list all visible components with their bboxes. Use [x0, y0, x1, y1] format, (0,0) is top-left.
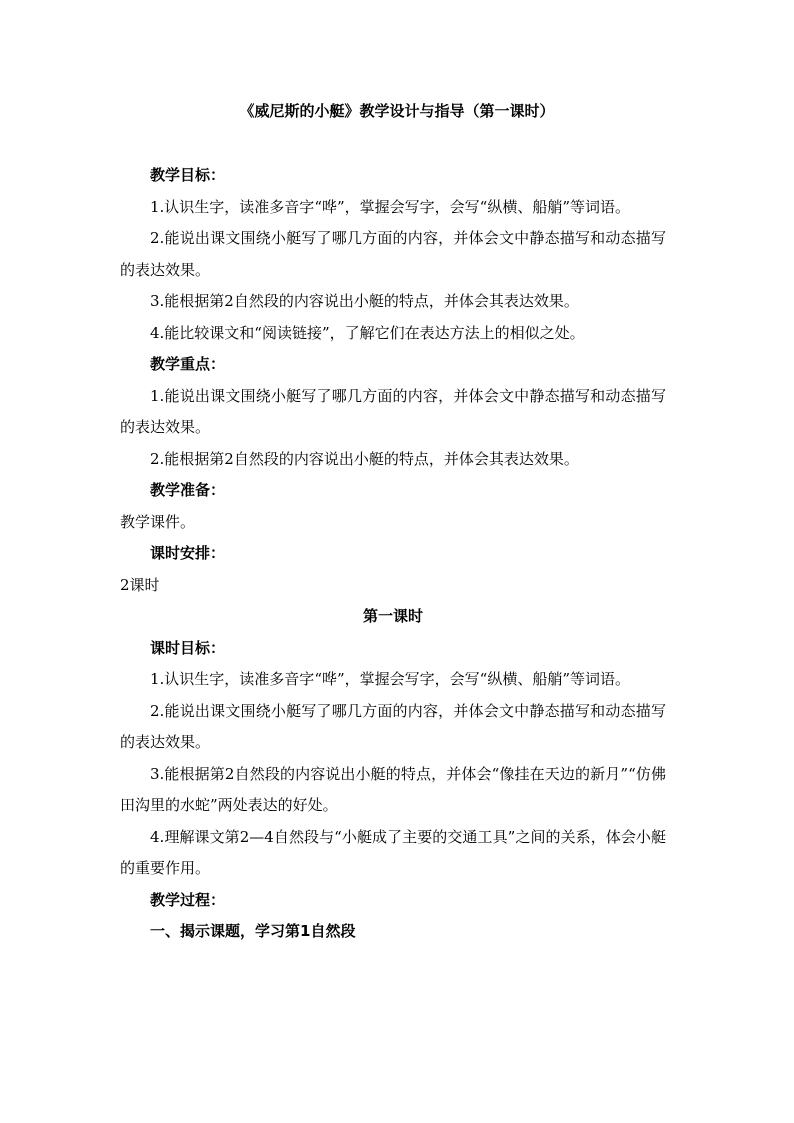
- goal-item-3: 3.能根据第2自然段的内容说出小艇的特点，并体会其表达效果。: [150, 292, 579, 310]
- document-title: 《威尼斯的小艇》教学设计与指导（第一课时）: [239, 102, 555, 120]
- prep-heading: 教学准备：: [150, 481, 226, 499]
- goals-heading: 教学目标：: [150, 166, 226, 184]
- lesson-goal-3: 3.能根据第2自然段的内容说出小艇的特点，并体会“像挂在天边的新月”“仿佛田沟里的水蛇”两处表达的好处。: [120, 764, 666, 814]
- prep-text: 教学课件。: [120, 512, 196, 531]
- step-1-heading: 一、揭示课题，学习第1自然段: [150, 922, 356, 940]
- key-point-1: 1.能说出课文围绕小艇写了哪几方面的内容，并体会文中静态描写和动态描写的表达效果。: [120, 386, 666, 436]
- schedule-text: 2课时: [120, 575, 160, 594]
- goal-item-4: 4.能比较课文和“阅读链接”，了解它们在表达方法上的相似之处。: [150, 323, 585, 342]
- key-points-heading: 教学重点：: [150, 355, 226, 373]
- goal-item-2: 2.能说出课文围绕小艇写了哪几方面的内容，并体会文中静态描写和动态描写的表达效果。: [120, 229, 666, 279]
- key-point-2: 2.能根据第2自然段的内容说出小艇的特点，并体会其表达效果。: [150, 449, 579, 468]
- process-heading: 教学过程：: [150, 890, 226, 909]
- lesson-goal-4: 4.理解课文第2—4自然段与“小艇成了主要的交通工具”之间的关系，体会小艇的重要作用。: [120, 827, 666, 877]
- goal-item-1: 1.认识生字，读准多音字“哗”，掌握会写字，会写“纵横、船艄”等词语。: [150, 197, 630, 216]
- schedule-heading: 课时安排：: [150, 544, 226, 562]
- lesson-goal-1: 1.认识生字，读准多音字“哗”，掌握会写字，会写“纵横、船艄”等词语。: [150, 670, 630, 688]
- lesson-goals-heading: 课时目标：: [150, 638, 226, 657]
- lesson-title: 第一课时: [362, 607, 423, 625]
- lesson-goal-2: 2.能说出课文围绕小艇写了哪几方面的内容，并体会文中静态描写和动态描写的表达效果。: [120, 701, 666, 751]
- document-body: [120, 160, 666, 948]
